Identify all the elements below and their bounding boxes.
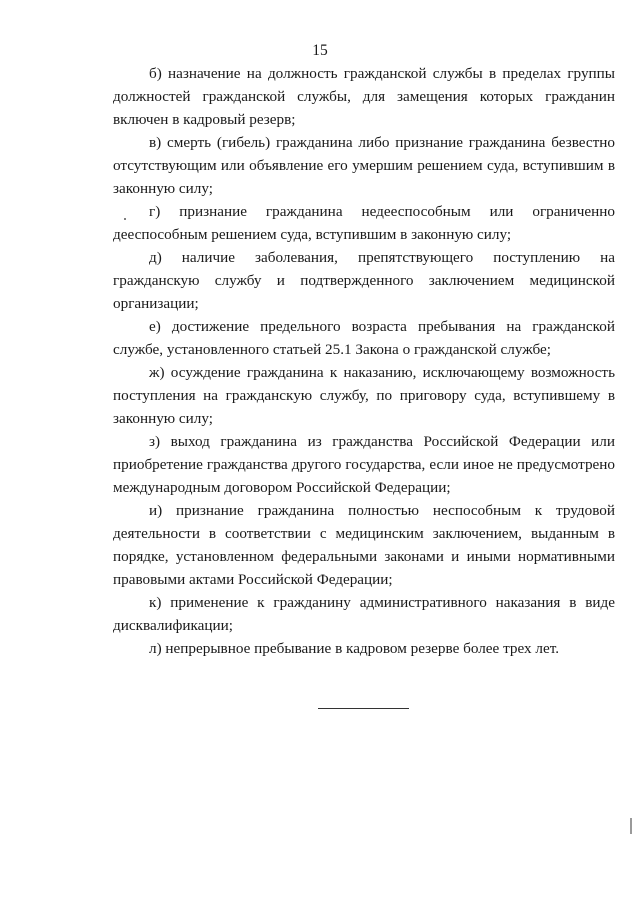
list-item-i: и) признание гражданина полностью неспособным к трудовой деятельности в соответствии с медицинским заключением, выданным в порядке, установленном федеральными законами и иными нормативными правовыми актами Российской Федерации;: [113, 502, 615, 588]
list-item-l: л) непрерывное пребывание в кадровом резерве более трех лет.: [149, 640, 560, 657]
list-item-b: б) назначение на должность гражданской службы в пределах группы должностей гражданской службы, для замещения которых гражданин включен в кадровый резерв;: [113, 65, 615, 128]
end-separator-line: [318, 708, 409, 709]
list-item-g: г) признание гражданина недееспособным или ограниченно дееспособным решением суда, вступившим в законную силу;: [113, 203, 615, 243]
list-item-z: з) выход гражданина из гражданства Российской Федерации или приобретение гражданства другого государства, если иное не предусмотрено международным договором Российской Федерации;: [113, 433, 615, 496]
list-item-d: д) наличие заболевания, препятствующего поступлению на гражданскую службу и подтвержденного заключением медицинской организации;: [113, 249, 615, 312]
scan-speck: [124, 218, 126, 220]
list-item-v: в) смерть (гибель) гражданина либо признание гражданина безвестно отсутствующим или объявление его умершим решением суда, вступившим в законную силу;: [113, 134, 615, 197]
scan-edge-mark: [630, 818, 632, 834]
list-item-e: е) достижение предельного возраста пребывания на гражданской службе, установленного статьей 25.1 Закона о гражданской службе;: [113, 318, 615, 358]
document-body: [113, 62, 615, 660]
list-item-zh: ж) осуждение гражданина к наказанию, исключающему возможность поступления на гражданскую службу, по приговору суда, вступившему в законную силу;: [113, 364, 615, 427]
list-item-k: к) применение к гражданину административного наказания в виде дисквалификации;: [113, 594, 615, 634]
page-number: 15: [312, 42, 328, 59]
